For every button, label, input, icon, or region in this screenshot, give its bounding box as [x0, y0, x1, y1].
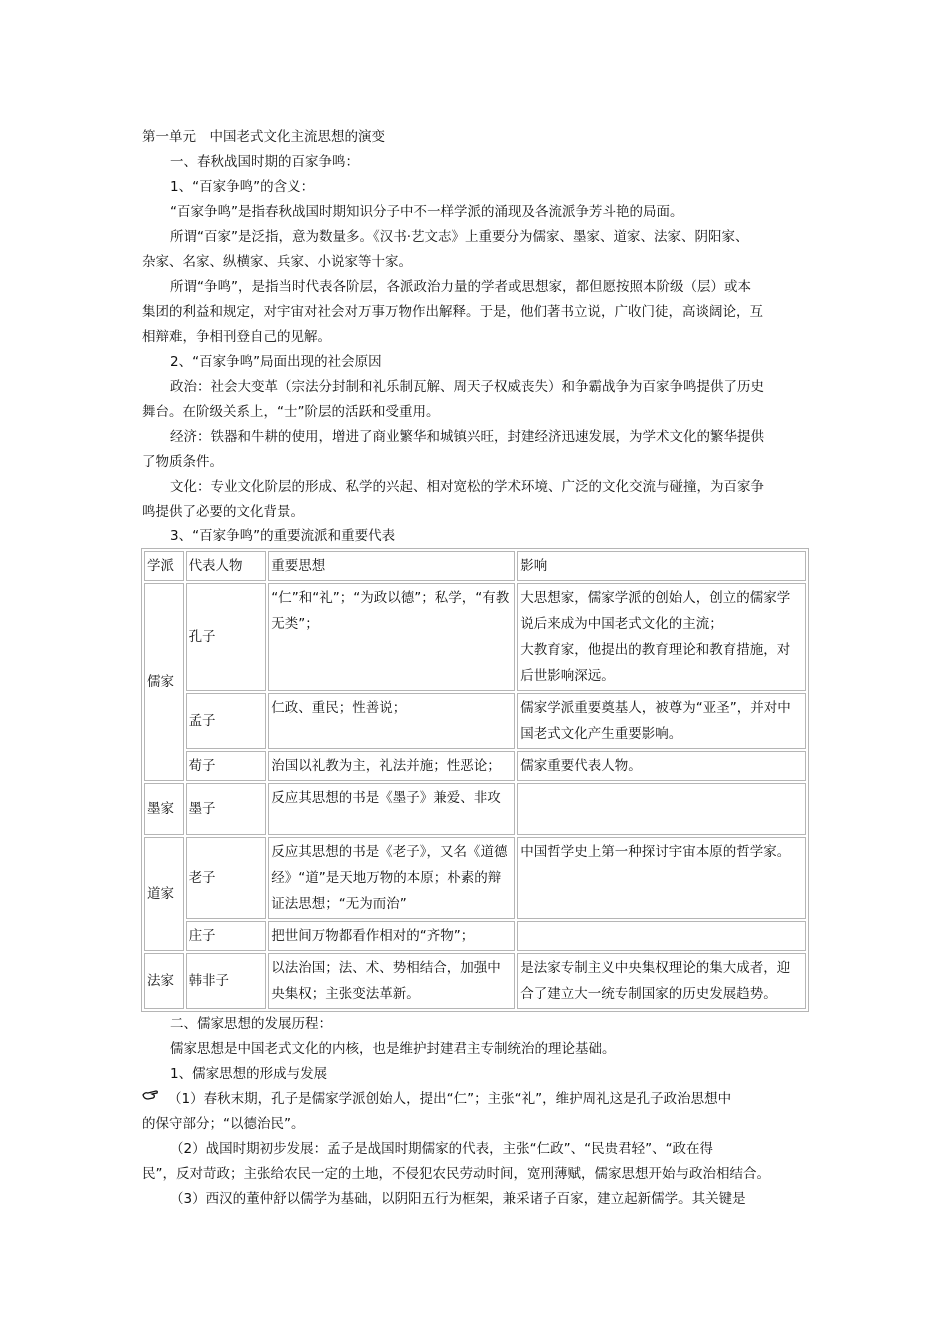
thought-cell: 仁政、重民；性善说； — [268, 693, 515, 749]
table-row — [144, 693, 806, 749]
person-cell: 韩非子 — [186, 953, 267, 1009]
paragraph-1c-line3: 相辩难，争相刊登自己的见解。 — [142, 329, 331, 345]
item2-line2: 民”，反对苛政；主张给农民一定的土地，不侵犯农民劳动时间，宽刑薄赋，儒家思想开始与政治相结合。 — [142, 1166, 770, 1182]
table-row — [144, 783, 806, 835]
item1-line1: （1）春秋末期，孔子是儒家学派创始人，提出“仁”；主张“礼”，维护周礼这是孔子政治思想中 — [168, 1091, 732, 1107]
paragraph-2b-line2: 了物质条件。 — [142, 454, 223, 470]
influence-cell — [517, 783, 806, 835]
paragraph-2b-line1: 经济：铁器和牛耕的使用，增进了商业繁华和城镇兴旺，封建经济迅速发展，为学术文化的繁华提供 — [170, 429, 764, 445]
paragraph-2a-line2: 舞台。在阶级关系上，“士”阶层的活跃和受重用。 — [142, 404, 440, 420]
school-cell: 墨家 — [144, 783, 184, 835]
section2-intro: 儒家思想是中国老式文化的内核，也是维护封建君主专制统治的理论基础。 — [170, 1041, 616, 1057]
person-cell: 庄子 — [186, 921, 267, 951]
paragraph-2c-line1: 文化：专业文化阶层的形成、私学的兴起、相对宽松的学术环境、广泛的文化交流与碰撞，为百家争 — [170, 479, 764, 495]
influence-line: 大思想家，儒家学派的创始人，创立的儒家学说后来成为中国老式文化的主流； — [520, 590, 791, 632]
paragraph-1b-line1: 所谓“百家”是泛指，意为数量多。《汉书·艺文志》上重要分为儒家、墨家、道家、法家、阴阳家、 — [170, 229, 749, 245]
paragraph-1a: “百家争鸣”是指春秋战国时期知识分子中不一样学派的涌现及各流派争芳斗艳的局面。 — [170, 204, 684, 220]
paragraph-2c-line2: 鸣提供了必要的文化背景。 — [142, 504, 304, 520]
influence-cell: 中国哲学史上第一种探讨宇宙本原的哲学家。 — [517, 837, 806, 919]
person-cell: 孔子 — [186, 583, 267, 691]
school-name: 儒家 — [147, 674, 174, 690]
thought-cell: “仁”和“礼”；“为政以德”；私学，“有教无类”； — [268, 583, 515, 691]
unit-title: 第一单元 中国老式文化主流思想的演变 — [142, 129, 385, 145]
header-influence: 影响 — [517, 551, 806, 581]
influence-cell — [517, 921, 806, 951]
person-cell: 荀子 — [186, 751, 267, 781]
paragraph-1b-line2: 杂家、名家、纵横家、兵家、小说家等十家。 — [142, 254, 412, 270]
item2-line1: （2）战国时期初步发展：孟子是战国时期儒家的代表，主张“仁政”、“民贵君轻”、“政在得 — [170, 1141, 714, 1157]
school-cell: 道家 — [144, 837, 184, 951]
table-row — [144, 921, 806, 951]
table-row — [144, 837, 806, 919]
influence-cell: 儒家重要代表人物。 — [517, 751, 806, 781]
table-row — [144, 953, 806, 1009]
school-cell — [144, 583, 184, 781]
header-school: 学派 — [144, 551, 184, 581]
table-row — [144, 751, 806, 781]
paragraph-1c-line1: 所谓“争鸣”，是指当时代表各阶层，各派政治力量的学者或思想家，都但愿按照本阶级（层）或本 — [170, 279, 751, 295]
influence-cell — [517, 583, 806, 691]
header-person: 代表人物 — [186, 551, 267, 581]
item1-line2: 的保守部分；“以德治民”。 — [142, 1116, 305, 1132]
schools-table — [141, 548, 809, 1012]
paragraph-2a-line1: 政治：社会大变革（宗法分封制和礼乐制瓦解、周天子权威丧失）和争霸战争为百家争鸣提供了历史 — [170, 379, 764, 395]
thought-cell: 反应其思想的书是《老子》，又名《道德经》“道”是天地万物的本原；朴素的辩证法思想；“无为而治” — [268, 837, 515, 919]
section1-sub1: 1、“百家争鸣”的含义： — [170, 179, 315, 195]
person-cell: 孟子 — [186, 693, 267, 749]
section2-sub1: 1、儒家思想的形成与发展 — [170, 1066, 328, 1082]
section1-sub3: 3、“百家争鸣”的重要流派和重要代表 — [170, 528, 396, 544]
thought-cell: 治国以礼教为主，礼法并施；性恶论； — [268, 751, 515, 781]
thought-cell: 以法治国；法、术、势相结合，加强中央集权；主张变法革新。 — [268, 953, 515, 1009]
thought-cell: 反应其思想的书是《墨子》兼爱、非攻 — [268, 783, 515, 835]
table-row — [144, 583, 806, 691]
section2-heading: 二、儒家思想的发展历程： — [170, 1016, 332, 1032]
school-cell: 法家 — [144, 953, 184, 1009]
influence-cell: 儒家学派重要奠基人，被尊为“亚圣”，并对中国老式文化产生重要影响。 — [517, 693, 806, 749]
table-header-row — [144, 551, 806, 581]
section1-sub2: 2、“百家争鸣”局面出现的社会原因 — [170, 354, 382, 370]
thought-cell: 把世间万物都看作相对的“齐物”； — [268, 921, 515, 951]
item3-line1: （3）西汉的董仲舒以儒学为基础，以阴阳五行为框架，兼采诸子百家，建立起新儒学。其关键是 — [170, 1191, 746, 1207]
influence-line: 大教育家，他提出的教育理论和教育措施，对后世影响深远。 — [520, 642, 791, 684]
person-cell: 墨子 — [186, 783, 267, 835]
person-cell: 老子 — [186, 837, 267, 919]
influence-cell: 是法家专制主义中央集权理论的集大成者，迎合了建立大一统专制国家的历史发展趋势。 — [517, 953, 806, 1009]
header-thought: 重要思想 — [268, 551, 515, 581]
paragraph-1c-line2: 集团的利益和规定，对宇宙对社会对万事万物作出解释。于是，他们著书立说，广收门徒，高谈阔论，互 — [142, 304, 763, 320]
section1-heading: 一、春秋战国时期的百家争鸣： — [170, 154, 359, 170]
